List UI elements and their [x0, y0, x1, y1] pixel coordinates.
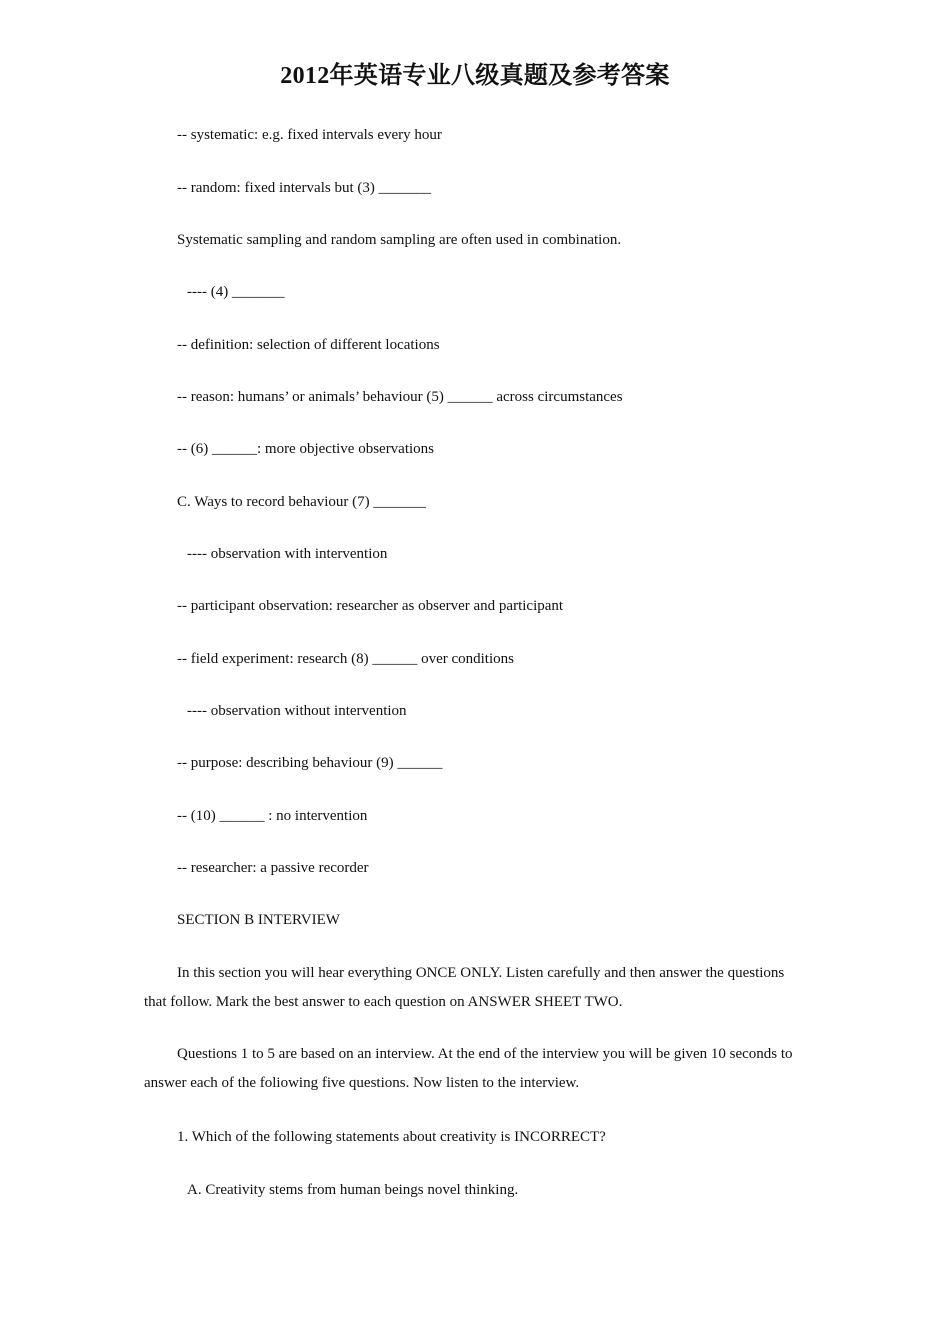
outline-line-definition: -- definition: selection of different locations: [177, 337, 440, 353]
outline-line-without-intervention: ---- observation without intervention: [187, 703, 407, 719]
questions-intro-paragraph: Questions 1 to 5 are based on an interview. At the end of the interview you will be given 10 seconds to answer each of the foliowing five questions. Now listen to the interview.: [144, 1046, 793, 1091]
outline-line-blank-4: ---- (4) _______: [187, 284, 285, 300]
document-title: 2012年英语专业八级真题及参考答案: [280, 63, 670, 89]
outline-line-blank-6: -- (6) ______: more objective observations: [177, 441, 435, 457]
outline-line-random: -- random: fixed intervals but (3) _______: [177, 180, 432, 196]
outline-line-reason: -- reason: humans’ or animals’ behaviour (5) ______ across circumstances: [177, 389, 623, 405]
section-heading: SECTION B INTERVIEW: [177, 912, 340, 928]
outline-line-with-intervention: ---- observation with intervention: [187, 546, 388, 562]
outline-line-systematic: -- systematic: e.g. fixed intervals every hour: [177, 127, 442, 143]
outline-line-researcher: -- researcher: a passive recorder: [177, 860, 369, 876]
outline-line-field-experiment: -- field experiment: research (8) ______ over conditions: [177, 651, 514, 667]
outline-line-ways-to-record: C. Ways to record behaviour (7) _______: [177, 494, 426, 510]
question-1: 1. Which of the following statements about creativity is INCORRECT?: [177, 1129, 606, 1145]
instruction-paragraph: In this section you will hear everything ONCE ONLY. Listen carefully and then answer the questions that follow. Mark the best answer to each question on ANSWER SHEET TWO.: [144, 965, 785, 1010]
question-1-option-a: A. Creativity stems from human beings novel thinking.: [187, 1182, 519, 1198]
outline-line-participant-observation: -- participant observation: researcher as observer and participant: [177, 598, 564, 614]
outline-line-combination: Systematic sampling and random sampling are often used in combination.: [177, 232, 622, 248]
outline-line-blank-10: -- (10) ______ : no intervention: [177, 808, 368, 824]
outline-line-purpose: -- purpose: describing behaviour (9) ______: [177, 755, 443, 771]
